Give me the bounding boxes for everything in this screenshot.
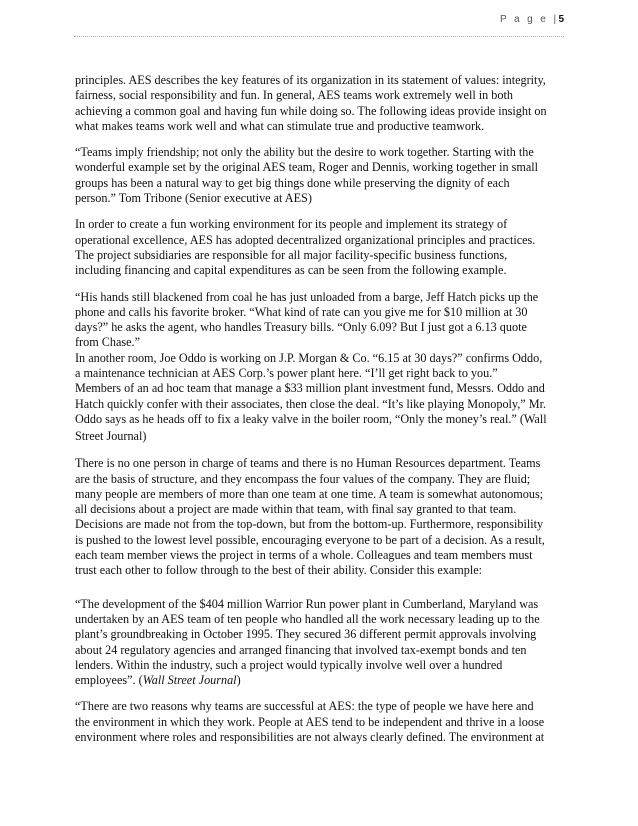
text-line: environment where roles and responsibilities are not always clearly defined. The environment at [75, 729, 545, 744]
paragraph-two-reasons-quote [75, 699, 568, 745]
text-line: plant’s groundbreaking in October 1995. They secured 36 different permit approvals involving [75, 627, 537, 642]
text-fragment: ) [236, 673, 241, 688]
text-line: trust each other to follow through to the best of their ability. Consider this example: [75, 563, 483, 578]
text-line: “Teams imply friendship; not only the ability but the desire to work together. Starting with the [75, 145, 534, 160]
text-line: In another room, Joe Oddo is working on J.P. Morgan & Co. “6.15 at 30 days?” confirms Oddo, [75, 350, 543, 365]
text-line: Street Journal) [75, 429, 147, 444]
text-line: “The development of the $404 million Warrior Run power plant in Cumberland, Maryland was [75, 596, 539, 611]
document-body [75, 73, 568, 756]
paragraph-teams-structure [75, 456, 568, 578]
text-line: from Chase.” [75, 335, 140, 350]
text-line: Hatch quickly confer with their associates, then close the deal. “It’s like playing Monopoly,” Mr. [75, 396, 547, 411]
text-line: all decisions about a project are made within that team, with final say granted to that team. [75, 502, 517, 517]
text-line: including financing and capital expenditures as can be seen from the following example. [75, 263, 507, 278]
text-fragment: employees”. ( [75, 673, 143, 688]
text-line: groups has been a natural way to get big things done while preserving the dignity of each [75, 175, 510, 190]
page-number: 5 [558, 14, 564, 25]
citation-title: Wall Street Journal [142, 673, 237, 688]
page-separator: | [553, 14, 559, 25]
paragraph-decentralized [75, 217, 568, 278]
paragraph-warrior-run-quote [75, 597, 568, 689]
paragraph-oddo-quote [75, 351, 568, 445]
page-label: P a g e [499, 14, 549, 25]
text-line: about 24 regulatory agencies and arranged financing that involved tax-exempt bonds and ten [75, 642, 527, 657]
text-line: “His hands still blackened from coal he has just unloaded from a barge, Jeff Hatch picks up the [75, 289, 539, 304]
text-line: days?” he asks the agent, who handles Treasury bills. “Only 6.09? But I just got a 6.13 quote [75, 320, 527, 335]
paragraph-values [75, 73, 568, 134]
text-line: achieving a common goal and having fun while doing so. The following ideas provide insight on [75, 103, 547, 118]
paragraph-hatch-quote [75, 290, 568, 351]
text-line: wonderful example set by the original AES team, Roger and Dennis, working together in small [75, 160, 539, 175]
text-line: undertaken by an AES team of ten people who handled all the work necessary leading up to the [75, 611, 540, 626]
text-line-with-citation [75, 673, 568, 688]
text-line: Decisions are made not from the top-down, but from the bottom-up. Furthermore, responsibility [75, 517, 544, 532]
text-line: Oddo says as he heads off to fix a leaky valve in the boiler room, “Only the money’s real.” (Wall [75, 411, 547, 426]
text-line: person.” Tom Tribone (Senior executive at AES) [75, 191, 312, 206]
text-line: are the basis of structure, and they encompass the four values of the company. They are fluid; [75, 471, 531, 486]
text-line: “There are two reasons why teams are successful at AES: the type of people we have here and [75, 699, 534, 714]
paragraph-tribone-quote [75, 145, 568, 206]
text-line: Members of an ad hoc team that manage a $33 million plant investment fund, Messrs. Oddo and [75, 381, 545, 396]
text-line: is pushed to the lowest level possible, encouraging everyone to be part of a decision. As a result, [75, 532, 545, 547]
page-header [500, 14, 564, 25]
text-line: phone and calls his favorite broker. “What kind of rate can you give me for $10 million at 30 [75, 304, 528, 319]
text-line: In order to create a fun working environment for its people and implement its strategy of [75, 217, 508, 232]
text-line: There is no one person in charge of teams and there is no Human Resources department. Teams [75, 456, 541, 471]
text-line: fairness, social responsibility and fun. In general, AES teams work extremely well in both [75, 88, 513, 103]
text-line: the environment in which they work. People at AES tend to be independent and thrive in a loose [75, 714, 545, 729]
text-line: principles. AES describes the key features of its organization in its statement of values: integrity, [75, 73, 546, 87]
text-line: many people are members of more than one team at one time. A team is somewhat autonomous; [75, 486, 544, 501]
text-line: each team member views the project in terms of a whole. Colleagues and team members must [75, 548, 533, 563]
text-line: lenders. Within the industry, such a project would typically involve well over a hundred [75, 657, 503, 672]
text-line: The project subsidiaries are responsible for all major facility-specific business functions, [75, 247, 508, 262]
text-line: a maintenance technician at AES Corp.’s power plant here. “I’ll get right back to you.” [75, 366, 498, 381]
header-rule [74, 36, 564, 37]
text-line: what makes teams work well and what can stimulate true and productive teamwork. [75, 118, 485, 133]
text-line: operational excellence, AES has adopted decentralized organizational principles and practices. [75, 232, 536, 247]
